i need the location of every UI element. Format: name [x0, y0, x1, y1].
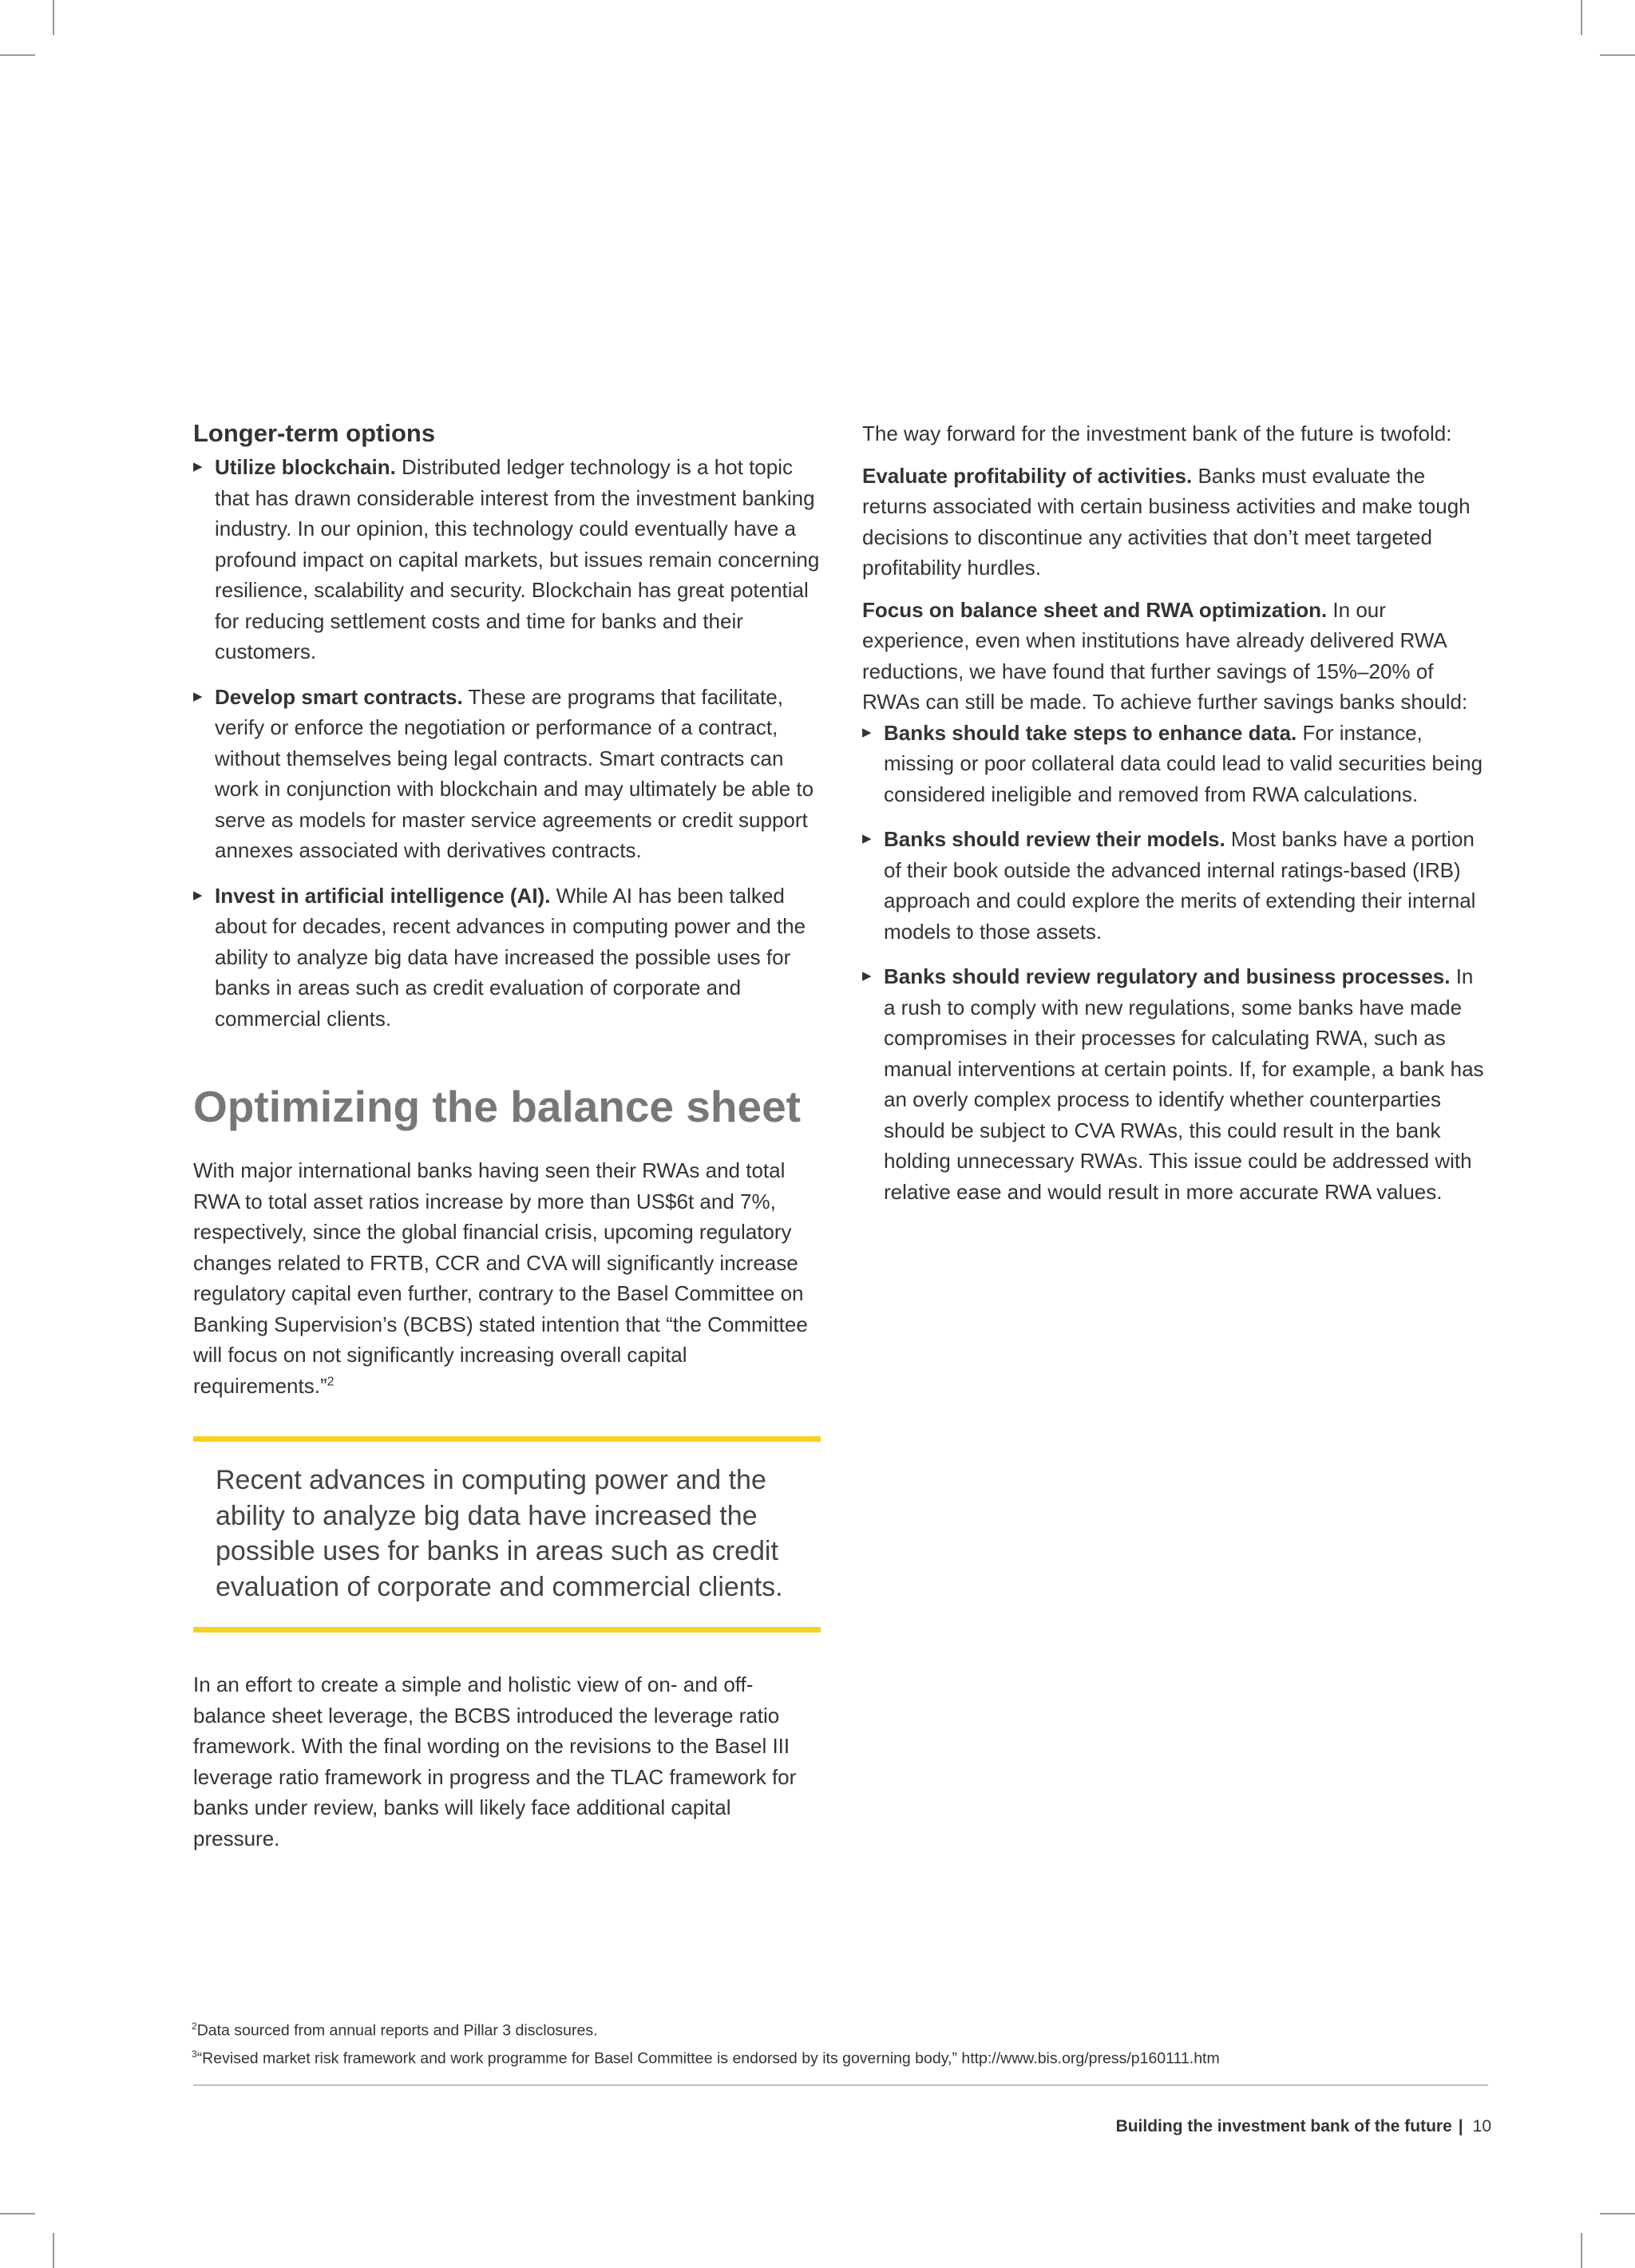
- crop-mark: [0, 54, 35, 56]
- item-lead: Banks should review regulatory and business processes.: [884, 964, 1451, 988]
- crop-mark: [1600, 54, 1635, 56]
- rwa-list: [862, 718, 1490, 1208]
- footer-divider: [193, 2084, 1488, 2086]
- item-text: Distributed ledger technology is a hot topic that has drawn considerable interest from the investment banking industry. In our opinion, this technology could eventually have a profound impact on capital markets, but issues remain concerning resilience, scalability and security. Blockchain has great potential for reducing settlement costs and time for banks and their customers.: [215, 455, 820, 663]
- crop-mark: [0, 2213, 35, 2215]
- list-item: [862, 961, 1490, 1207]
- triangle-right-icon: ▶: [862, 725, 872, 739]
- footnote-number: 2: [192, 2021, 197, 2032]
- triangle-right-icon: ▶: [193, 689, 203, 703]
- crop-mark: [1581, 2233, 1582, 2268]
- footnotes: [192, 2015, 1485, 2070]
- longer-term-list: [193, 452, 821, 1034]
- item-lead: Banks should review their models.: [884, 827, 1225, 851]
- item-text: These are programs that facilitate, verify or enforce the negotiation or performance of a contract, without themselves being legal contracts. Smart contracts can work in conjunction with blockchain and may ultimately be able to serve as models for master service agreements or credit support annexes associated with derivatives contracts.: [215, 684, 814, 862]
- crop-mark: [53, 0, 54, 35]
- list-item: [193, 452, 821, 667]
- page-footer: [1116, 2117, 1491, 2136]
- triangle-right-icon: ▶: [862, 832, 872, 845]
- paragraph-lead: Evaluate profitability of activities.: [862, 463, 1193, 488]
- list-item: [862, 824, 1490, 947]
- paragraph-lead: Focus on balance sheet and RWA optimization.: [862, 597, 1328, 622]
- paragraph-text: In our experience, even when institutions have already delivered RWA reductions, we have found that further savings of 15%–20% of RWAs can still be made. To achieve further savings banks should:: [862, 597, 1468, 714]
- footnote-ref: 2: [327, 1374, 335, 1388]
- item-lead: Banks should take steps to enhance data.: [884, 720, 1297, 745]
- pull-quote-text: Recent advances in computing power and the ability to analyze big data have increased the possible uses for banks in areas such as credit evaluation of corporate and commercial clients.: [216, 1465, 783, 1602]
- list-item: [193, 881, 821, 1035]
- footer-separator: |: [1458, 2117, 1463, 2135]
- item-lead: Invest in artificial intelligence (AI).: [215, 883, 551, 908]
- crop-mark: [53, 2233, 54, 2268]
- footnote-text: Data sourced from annual reports and Pillar 3 disclosures.: [196, 2021, 598, 2040]
- item-text: Most banks have a portion of their book outside the advanced internal ratings-based (IRB) approach and could explore the merits of extending their internal models to those assets.: [884, 827, 1476, 944]
- crop-mark: [1600, 2213, 1635, 2215]
- triangle-right-icon: ▶: [862, 969, 872, 983]
- item-lead: Utilize blockchain.: [215, 455, 396, 479]
- section-heading: Optimizing the balance sheet: [193, 1082, 801, 1131]
- right-column: [862, 418, 1490, 1221]
- page-number: 10: [1472, 2117, 1491, 2135]
- paragraph-text: Banks must evaluate the returns associated with certain business activities and make tough decisions to discontinue any activities that don’t meet targeted profitability hurdles.: [862, 463, 1471, 580]
- footnote: [192, 2043, 1485, 2071]
- footnote: [192, 2015, 1485, 2043]
- item-text: While AI has been talked about for decades, recent advances in computing power and the ability to analyze big data have increased the possible uses for banks in areas such as credit evaluation of corporate and commercial clients.: [215, 883, 806, 1031]
- body-paragraph: In an effort to create a simple and holistic view of on- and off-balance sheet leverage, the BCBS introduced the leverage ratio framework. With the final wording on the revisions to the Basel III leverage ratio framework in progress and the TLAC framework for banks under review, banks will likely face additional capital pressure.: [193, 1672, 797, 1850]
- intro-paragraph: The way forward for the investment bank of the future is twofold:: [862, 422, 1452, 445]
- pull-quote: [193, 1436, 821, 1633]
- footnote-number: 3: [192, 2048, 197, 2060]
- item-text: In a rush to comply with new regulations, some banks have made compromises in their processes for calculating RWA, such as manual interventions at certain points. If, for example, a bank has an overly complex process to identify whether counterparties should be subject to CVA RWAs, this could result in the bank holding unnecessary RWAs. This issue could be addressed with relative ease and would result in more accurate RWA values.: [884, 964, 1484, 1204]
- crop-mark: [1581, 0, 1582, 35]
- longer-term-heading: Longer-term options: [193, 419, 436, 447]
- item-text: For instance, missing or poor collateral data could lead to valid securities being considered ineligible and removed from RWA calculations.: [884, 720, 1483, 806]
- footnote-text: “Revised market risk framework and work programme for Basel Committee is endorsed by its governing body,” http://www.bis.org/press/p160111.htm: [196, 2049, 1220, 2067]
- body-paragraph: [862, 461, 1490, 584]
- left-column: [193, 418, 821, 1854]
- body-paragraph: [862, 595, 1490, 718]
- list-item: [193, 682, 821, 866]
- item-lead: Develop smart contracts.: [215, 684, 463, 709]
- body-paragraph: [193, 1155, 821, 1401]
- triangle-right-icon: ▶: [193, 460, 203, 473]
- paragraph-text: With major international banks having seen their RWAs and total RWA to total asset ratios increase by more than US$6t and 7%, respectively, since the global financial crisis, upcoming regulatory changes related to FRTB, CCR and CVA will significantly increase regulatory capital even further, contrary to the Basel Committee on Banking Supervision’s (BCBS) stated intention that “the Committee will focus on not significantly increasing overall capital requirements.”: [193, 1158, 808, 1398]
- list-item: [862, 718, 1490, 810]
- footer-title: Building the investment bank of the future: [1115, 2117, 1452, 2135]
- triangle-right-icon: ▶: [193, 888, 203, 902]
